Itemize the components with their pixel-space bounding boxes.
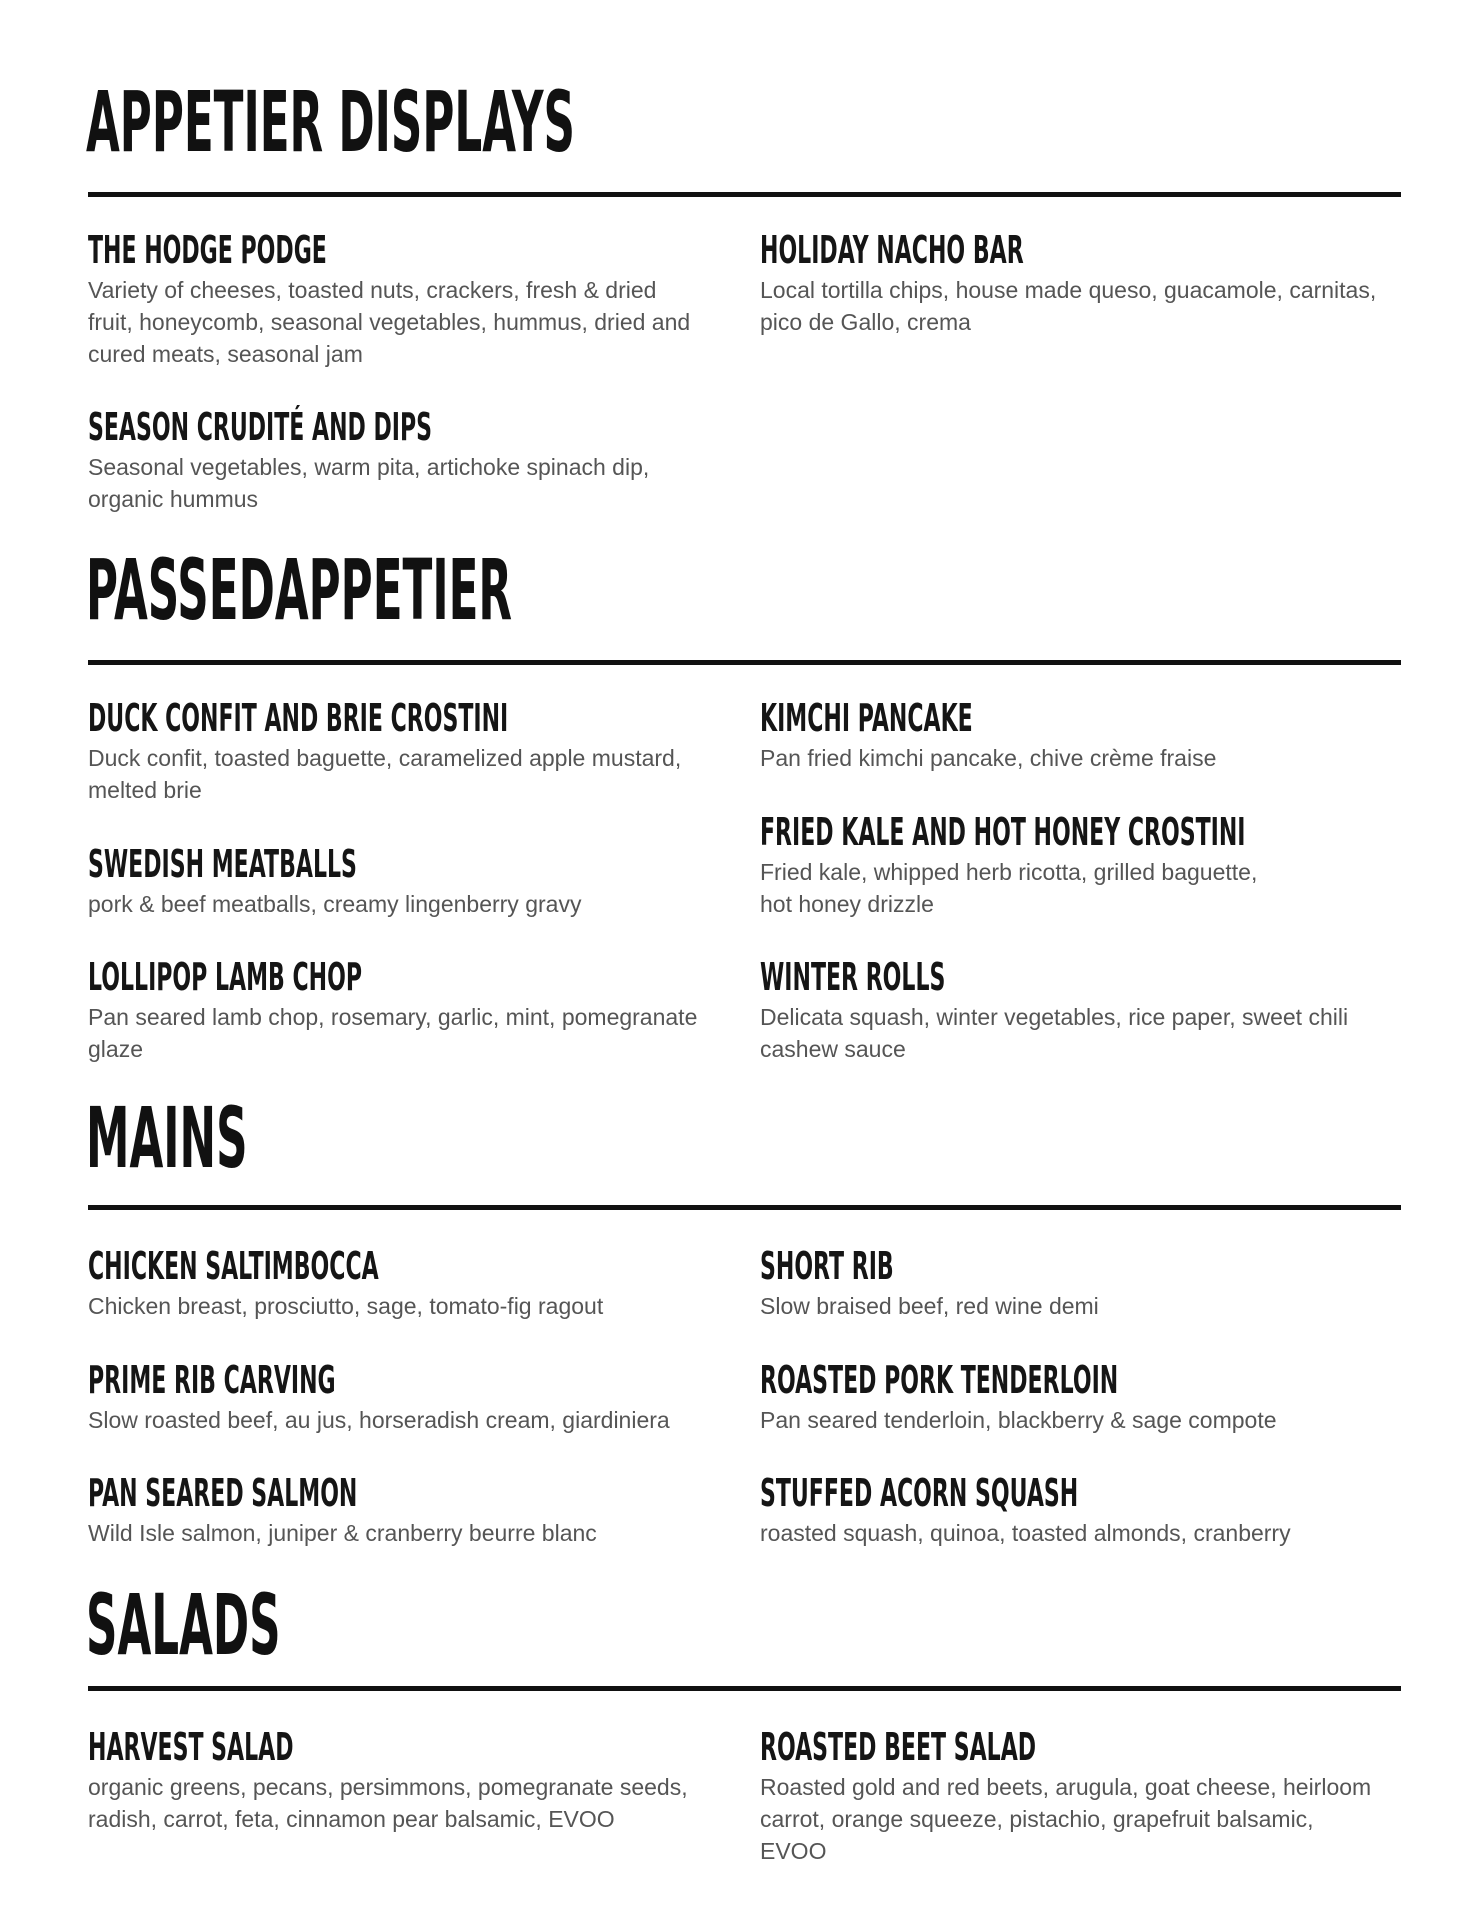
section-title: PASSEDAPPETIER <box>86 541 513 639</box>
section-divider <box>88 192 1401 197</box>
menu-item <box>88 842 713 920</box>
menu-item <box>760 810 1385 920</box>
menu-item-name: WINTER ROLLS <box>760 955 946 999</box>
menu-item-description: Slow roasted beef, au jus, horseradish cream, giardiniera <box>88 1407 670 1433</box>
menu-item-name: PAN SEARED SALMON <box>88 1471 358 1515</box>
menu-item <box>88 696 713 806</box>
menu-item-description: Delicata squash, winter vegetables, rice paper, sweet chili cashew sauce <box>760 1004 1349 1062</box>
section-title: SALADS <box>86 1576 281 1674</box>
menu-item-description: pork & beef meatballs, creamy lingenberry gravy <box>88 891 582 917</box>
menu-item-name: SHORT RIB <box>760 1244 894 1288</box>
menu-item-name: CHICKEN SALTIMBOCCA <box>88 1244 379 1288</box>
menu-item-description: Slow braised beef, red wine demi <box>760 1293 1099 1319</box>
menu-item <box>760 228 1385 338</box>
menu-item-name: KIMCHI PANCAKE <box>760 696 973 740</box>
menu-item-description: Local tortilla chips, house made queso, guacamole, carnitas, pico de Gallo, crema <box>760 277 1377 335</box>
menu-item-name: LOLLIPOP LAMB CHOP <box>88 955 363 999</box>
section-title: APPETIER DISPLAYS <box>86 73 575 171</box>
menu-item-name: ROASTED PORK TENDERLOIN <box>760 1358 1119 1402</box>
menu-item <box>88 1725 713 1835</box>
menu-item-description: Wild Isle salmon, juniper & cranberry beurre blanc <box>88 1520 597 1546</box>
menu-item-name: STUFFED ACORN SQUASH <box>760 1471 1079 1515</box>
menu-item-description: Chicken breast, prosciutto, sage, tomato-fig ragout <box>88 1293 604 1319</box>
menu-item-name: SEASON CRUDITÉ AND DIPS <box>88 405 433 449</box>
menu-item-name: SWEDISH MEATBALLS <box>88 842 357 886</box>
menu-item <box>760 1358 1385 1436</box>
menu-item-description: Fried kale, whipped herb ricotta, grilled baguette, hot honey drizzle <box>760 859 1258 917</box>
menu-item-description: Pan seared tenderloin, blackberry & sage compote <box>760 1407 1277 1433</box>
menu-item <box>88 1358 713 1436</box>
menu-item <box>88 228 713 370</box>
menu-item <box>760 1244 1385 1322</box>
menu-item-name: DUCK CONFIT AND BRIE CROSTINI <box>88 696 509 740</box>
menu-item-name: HARVEST SALAD <box>88 1725 294 1769</box>
menu-item <box>760 1471 1385 1549</box>
section-divider <box>88 1205 1401 1210</box>
menu-item-description: Roasted gold and red beets, arugula, goat cheese, heirloom carrot, orange squeeze, pistachio, grapefruit balsamic, EVOO <box>760 1774 1372 1864</box>
menu-item-description: roasted squash, quinoa, toasted almonds, cranberry <box>760 1520 1291 1546</box>
menu-item <box>760 955 1385 1065</box>
menu-item <box>88 955 713 1065</box>
menu-item <box>760 696 1385 774</box>
menu-item-name: ROASTED BEET SALAD <box>760 1725 1037 1769</box>
menu-item-description: Pan seared lamb chop, rosemary, garlic, mint, pomegranate glaze <box>88 1004 698 1062</box>
menu-page <box>88 0 1401 1920</box>
menu-item-name: PRIME RIB CARVING <box>88 1358 336 1402</box>
menu-item-name: FRIED KALE AND HOT HONEY CROSTINI <box>760 810 1246 854</box>
section-title: MAINS <box>86 1089 248 1187</box>
section-divider <box>88 1686 1401 1691</box>
menu-item-name: HOLIDAY NACHO BAR <box>760 228 1024 272</box>
menu-item <box>88 405 713 515</box>
menu-item-name: THE HODGE PODGE <box>88 228 327 272</box>
menu-item <box>88 1244 713 1322</box>
menu-item-description: Pan fried kimchi pancake, chive crème fraise <box>760 745 1217 771</box>
menu-item-description: organic greens, pecans, persimmons, pomegranate seeds, radish, carrot, feta, cinnamon pear balsamic, EVOO <box>88 1774 688 1832</box>
menu-item-description: Duck confit, toasted baguette, caramelized apple mustard, melted brie <box>88 745 682 803</box>
section-divider <box>88 660 1401 665</box>
menu-item-description: Variety of cheeses, toasted nuts, crackers, fresh & dried fruit, honeycomb, seasonal vegetables, hummus, dried and cured meats, seasonal jam <box>88 277 691 367</box>
menu-item <box>88 1471 713 1549</box>
menu-item-description: Seasonal vegetables, warm pita, artichoke spinach dip, organic hummus <box>88 454 650 512</box>
menu-item <box>760 1725 1385 1867</box>
